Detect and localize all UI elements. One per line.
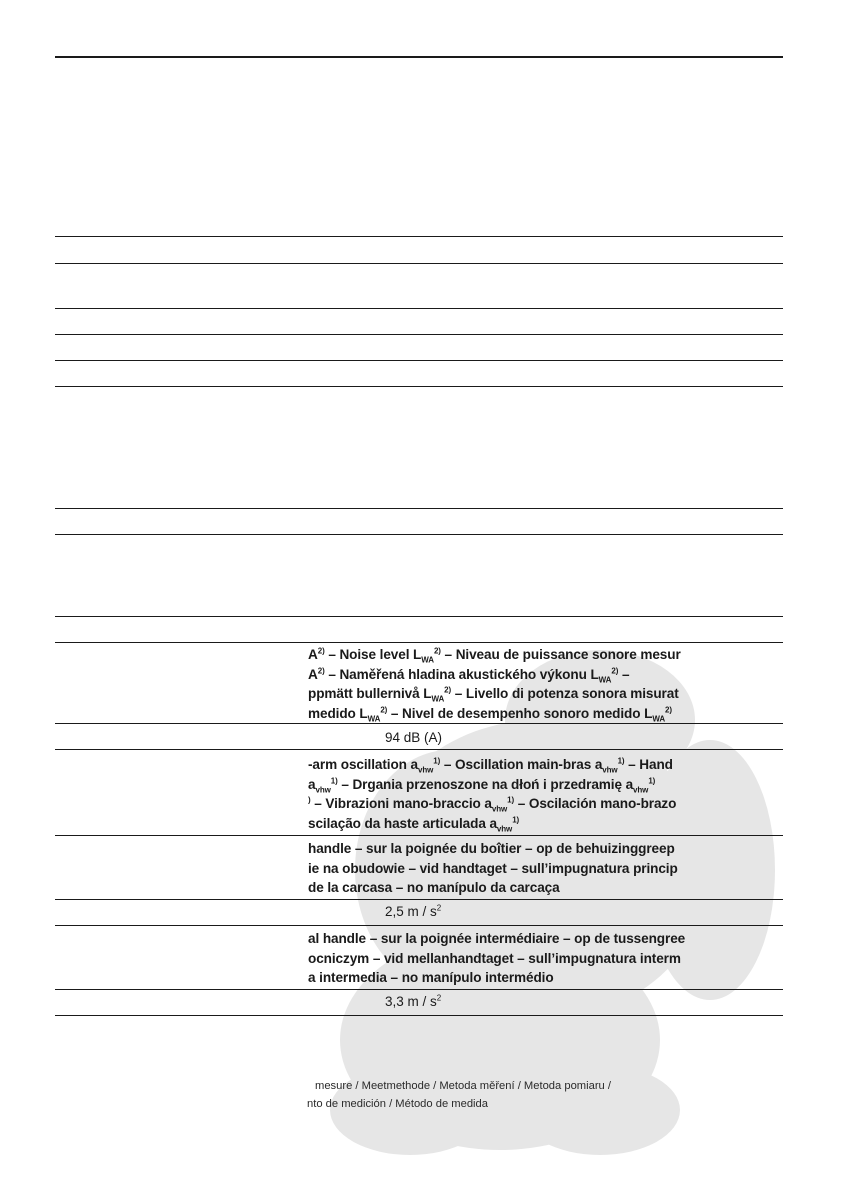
table-rule [55, 308, 783, 309]
top-rule [55, 56, 783, 58]
table-rule [55, 616, 783, 617]
table-rule [55, 749, 783, 750]
noise-level-line-4: medido $L_{WA}^{2)}$ – Nivel de desempenho sonoro medido $L_{WA}^{2)}$ [308, 704, 672, 723]
noise-level-label [308, 645, 728, 723]
noise-level-value: 94 dB (A) [385, 730, 443, 745]
vibration-line-1: -arm oscillation $a_{vhw}^{1)}$ – Oscillation main-bras $a_{vhw}^{1)}$ – Hand [308, 756, 673, 775]
housing-handle-line-3: de la carcasa – no manípulo da carcaça [308, 880, 560, 895]
intermediate-handle-value: 3,3 m / $s^2$ [385, 993, 442, 1009]
vibration-line-2: $a_{vhw}^{1)}$ – Drgania przenoszone na dłoń i przedramię $a_{vhw}^{1)}$ [308, 775, 656, 795]
noise-level-line-3: ppmätt bullernivå $L_{WA}^{2)}$ – Livello di potenza sonora misurat [308, 685, 679, 704]
table-rule [55, 334, 783, 335]
table-rule [55, 1015, 783, 1016]
housing-handle-label [308, 839, 728, 898]
vibration-line-4: scilação da haste articulada $a_{vhw}^{1)}$ [308, 814, 520, 833]
table-rule [55, 723, 783, 724]
housing-handle-value: 2,5 m / $s^2$ [385, 903, 442, 919]
table-rule [55, 899, 783, 900]
table-rule [55, 360, 783, 361]
housing-handle-line-2: ie na obudowie – vid handtaget – sull’impugnatura princip [308, 860, 678, 876]
table-rule [55, 989, 783, 990]
table-rule [55, 925, 783, 926]
intermediate-handle-label [308, 929, 728, 988]
housing-handle-line-1: handle – sur la poignée du boîtier – op de behuizinggreep [308, 841, 675, 856]
measurement-method-line-1: mesure / Meetmethode / Metoda měření / Metoda pomiaru / [315, 1080, 611, 1092]
table-rule [55, 386, 783, 387]
table-rule [55, 835, 783, 836]
table-rule [55, 534, 783, 535]
noise-level-line-1: $A^{2)}$ – Noise level $L_{WA}^{2)}$ – Niveau de puissance sonore mesur [308, 646, 681, 665]
intermediate-handle-line-1: al handle – sur la poignée intermédiaire – op de tussengree [308, 931, 686, 946]
noise-level-line-2: $A^{2)}$ – Naměřená hladina akustického výkonu $L_{WA}^{2)}$ – [308, 665, 630, 685]
table-rule [55, 263, 783, 264]
intermediate-handle-line-3: a intermedia – no manípulo intermédio [308, 970, 554, 985]
intermediate-handle-line-2: ocniczym – vid mellanhandtaget – sull’impugnatura interm [308, 950, 681, 966]
table-rule [55, 642, 783, 643]
table-rule [55, 508, 783, 509]
table-rule [55, 236, 783, 237]
vibration-line-3: ) – Vibrazioni mano-braccio $a_{vhw}^{1)}$ – Oscilación mano-brazo [308, 795, 677, 814]
measurement-method-line-2: nto de medición / Método de medida [307, 1098, 488, 1110]
vibration-label [308, 755, 728, 833]
